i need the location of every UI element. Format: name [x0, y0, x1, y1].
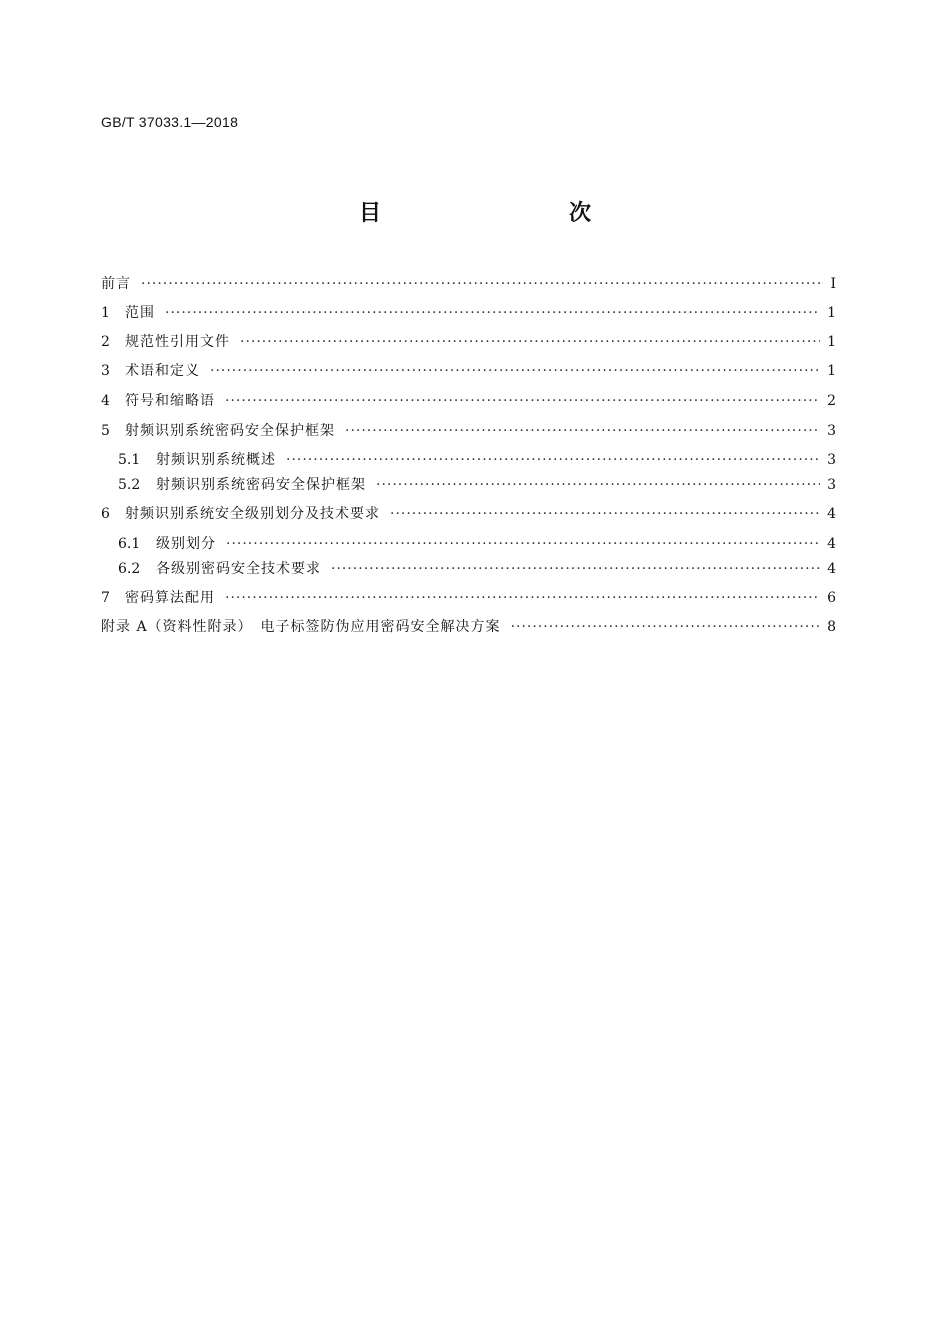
- toc-section-number: 7: [101, 590, 110, 606]
- toc-page-number: 8: [827, 619, 836, 635]
- toc-entry-7[interactable]: [101, 587, 836, 609]
- toc-section-number: 6: [101, 506, 110, 522]
- dot-leader: [225, 587, 820, 609]
- toc-page-number: 4: [827, 506, 836, 522]
- toc-section-number: 4: [101, 393, 110, 409]
- toc-entry-text: 附录 A（资料性附录） 电子标签防伪应用密码安全解决方案: [101, 619, 501, 635]
- toc-page-number: Ⅰ: [830, 276, 836, 292]
- toc-entry-4[interactable]: [101, 390, 836, 412]
- toc-page-number: 1: [827, 363, 836, 379]
- toc-entry-appendix-a[interactable]: [101, 616, 836, 638]
- toc-page-number: 2: [827, 393, 836, 409]
- dot-leader: [390, 503, 820, 525]
- toc-entry-text: 前言: [101, 276, 131, 292]
- dot-leader: [286, 449, 820, 471]
- toc-section-number: 1: [101, 305, 110, 321]
- toc-entry-text: 射频识别系统密码安全保护框架: [156, 477, 366, 493]
- dot-leader: [226, 533, 820, 555]
- toc-section-number: 3: [101, 363, 110, 379]
- dot-leader: [165, 302, 820, 324]
- dot-leader: [210, 360, 820, 382]
- toc-page-number: 3: [827, 452, 836, 468]
- toc-entry-foreword[interactable]: [101, 273, 836, 295]
- toc-entry-text: 级别划分: [156, 536, 216, 552]
- toc-entry-6[interactable]: [101, 503, 836, 525]
- toc-entry-text: 术语和定义: [125, 363, 200, 379]
- toc-page-number: 4: [827, 536, 836, 552]
- dot-leader: [376, 474, 820, 496]
- toc-page-number: 1: [827, 334, 836, 350]
- toc-entry-1[interactable]: [101, 302, 836, 324]
- toc-entry-text: 射频识别系统概述: [156, 452, 276, 468]
- toc-entry-text: 射频识别系统安全级别划分及技术要求: [125, 506, 380, 522]
- toc-entry-text: 射频识别系统密码安全保护框架: [125, 423, 335, 439]
- page-title: 目 次: [358, 201, 639, 226]
- toc-entry-2[interactable]: [101, 331, 836, 353]
- toc-entry-5-1[interactable]: [118, 449, 836, 471]
- toc-entry-text: 范围: [125, 305, 155, 321]
- toc-section-number: 6.2: [118, 561, 141, 577]
- toc-page-number: 3: [827, 423, 836, 439]
- toc-entry-text: 规范性引用文件: [125, 334, 230, 350]
- toc-entry-6-2[interactable]: [118, 558, 836, 580]
- toc-section-number: 5.2: [118, 477, 141, 493]
- dot-leader: [141, 273, 820, 295]
- toc-section-number: 6.1: [118, 536, 141, 552]
- toc-page-number: 6: [827, 590, 836, 606]
- toc-entry-5-2[interactable]: [118, 474, 836, 496]
- toc-entry-text: 符号和缩略语: [125, 393, 215, 409]
- toc-entry-5[interactable]: [101, 420, 836, 442]
- toc-page-number: 1: [827, 305, 836, 321]
- toc-entry-6-1[interactable]: [118, 533, 836, 555]
- toc-entry-3[interactable]: [101, 360, 836, 382]
- toc-section-number: 5: [101, 423, 110, 439]
- toc-page-number: 3: [827, 477, 836, 493]
- toc-section-number: 5.1: [118, 452, 141, 468]
- standard-code: GB/T 37033.1—2018: [101, 114, 239, 130]
- toc-page-number: 4: [827, 561, 836, 577]
- dot-leader: [511, 616, 820, 638]
- toc-entry-text: 密码算法配用: [125, 590, 215, 606]
- dot-leader: [225, 390, 820, 412]
- dot-leader: [240, 331, 820, 353]
- toc-entry-text: 各级别密码安全技术要求: [156, 561, 321, 577]
- dot-leader: [331, 558, 820, 580]
- dot-leader: [345, 420, 820, 442]
- toc-section-number: 2: [101, 334, 110, 350]
